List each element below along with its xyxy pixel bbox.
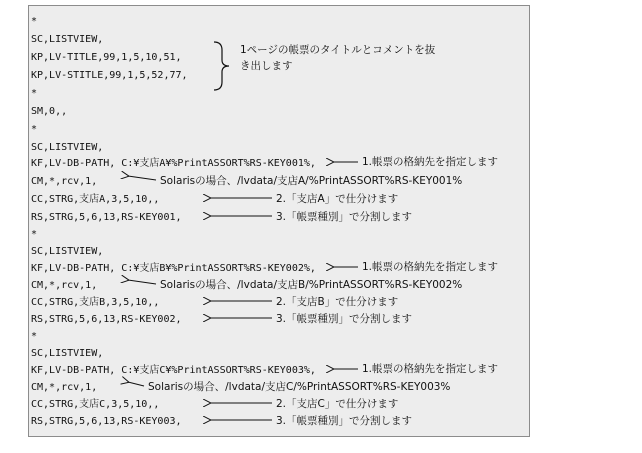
arrow-icon: [128, 280, 156, 284]
code-line: *: [31, 124, 38, 135]
block1-path-note: 1.帳票の格納先を指定します: [362, 156, 499, 168]
code-line: *: [31, 229, 38, 240]
arrow-icon: [128, 382, 144, 386]
code-line: *: [31, 331, 38, 342]
title-comment-line1: 1ページの帳票のタイトルとコメントを抜: [240, 44, 436, 56]
code-line: SM,0,,: [31, 106, 68, 117]
code-line: CM,*,rcv,1,: [31, 382, 98, 393]
code-line: *: [31, 88, 38, 99]
code-line: CM,*,rcv,1,: [31, 176, 98, 187]
curly-brace-icon: [214, 42, 229, 90]
block3-sort-note: 2.「支店C」で仕分けます: [276, 398, 399, 410]
title-comment-line2: き出します: [240, 60, 293, 72]
block3-split-note: 3.「帳票種別」で分割します: [276, 415, 413, 427]
code-line: RS,STRG,5,6,13,RS-KEY001,: [31, 212, 182, 223]
code-line: KF,LV-DB-PATH, C:¥支店A¥%PrintASSORT%RS-KEY001%,: [31, 158, 316, 169]
block1-split-note: 3.「帳票種別」で分割します: [276, 211, 413, 223]
block1-sort-note: 2.「支店A」で仕分けます: [276, 193, 399, 205]
code-line: KP,LV-TITLE,99,1,5,10,51,: [31, 52, 182, 63]
code-line: KF,LV-DB-PATH, C:¥支店B¥%PrintASSORT%RS-KEY002%,: [31, 263, 316, 274]
code-line: SC,LISTVIEW,: [31, 348, 104, 359]
block2-path-note: 1.帳票の格納先を指定します: [362, 261, 499, 273]
block1-solaris-note: Solarisの場合、/lvdata/支店A/%PrintASSORT%RS-KEY001%: [160, 175, 463, 187]
code-line: SC,LISTVIEW,: [31, 34, 104, 45]
arrow-icon: [128, 176, 156, 180]
code-line: KP,LV-STITLE,99,1,5,52,77,: [31, 70, 188, 81]
block2-split-note: 3.「帳票種別」で分割します: [276, 313, 413, 325]
code-line: SC,LISTVIEW,: [31, 142, 104, 153]
code-line: *: [31, 16, 38, 27]
code-line: RS,STRG,5,6,13,RS-KEY002,: [31, 314, 182, 325]
code-line: CC,STRG,支店B,3,5,10,,: [31, 297, 160, 308]
block3-solaris-note: Solarisの場合、/lvdata/支店C/%PrintASSORT%RS-KEY003%: [148, 381, 451, 393]
code-line: KF,LV-DB-PATH, C:¥支店C¥%PrintASSORT%RS-KEY003%,: [31, 365, 316, 376]
code-line: SC,LISTVIEW,: [31, 246, 104, 257]
code-line: CC,STRG,支店A,3,5,10,,: [31, 194, 160, 205]
code-line: CC,STRG,支店C,3,5,10,,: [31, 399, 160, 410]
block2-solaris-note: Solarisの場合、/lvdata/支店B/%PrintASSORT%RS-KEY002%: [160, 279, 463, 291]
block3-path-note: 1.帳票の格納先を指定します: [362, 363, 499, 375]
code-line: RS,STRG,5,6,13,RS-KEY003,: [31, 416, 182, 427]
block2-sort-note: 2.「支店B」で仕分けます: [276, 296, 399, 308]
code-line: CM,*,rcv,1,: [31, 280, 98, 291]
